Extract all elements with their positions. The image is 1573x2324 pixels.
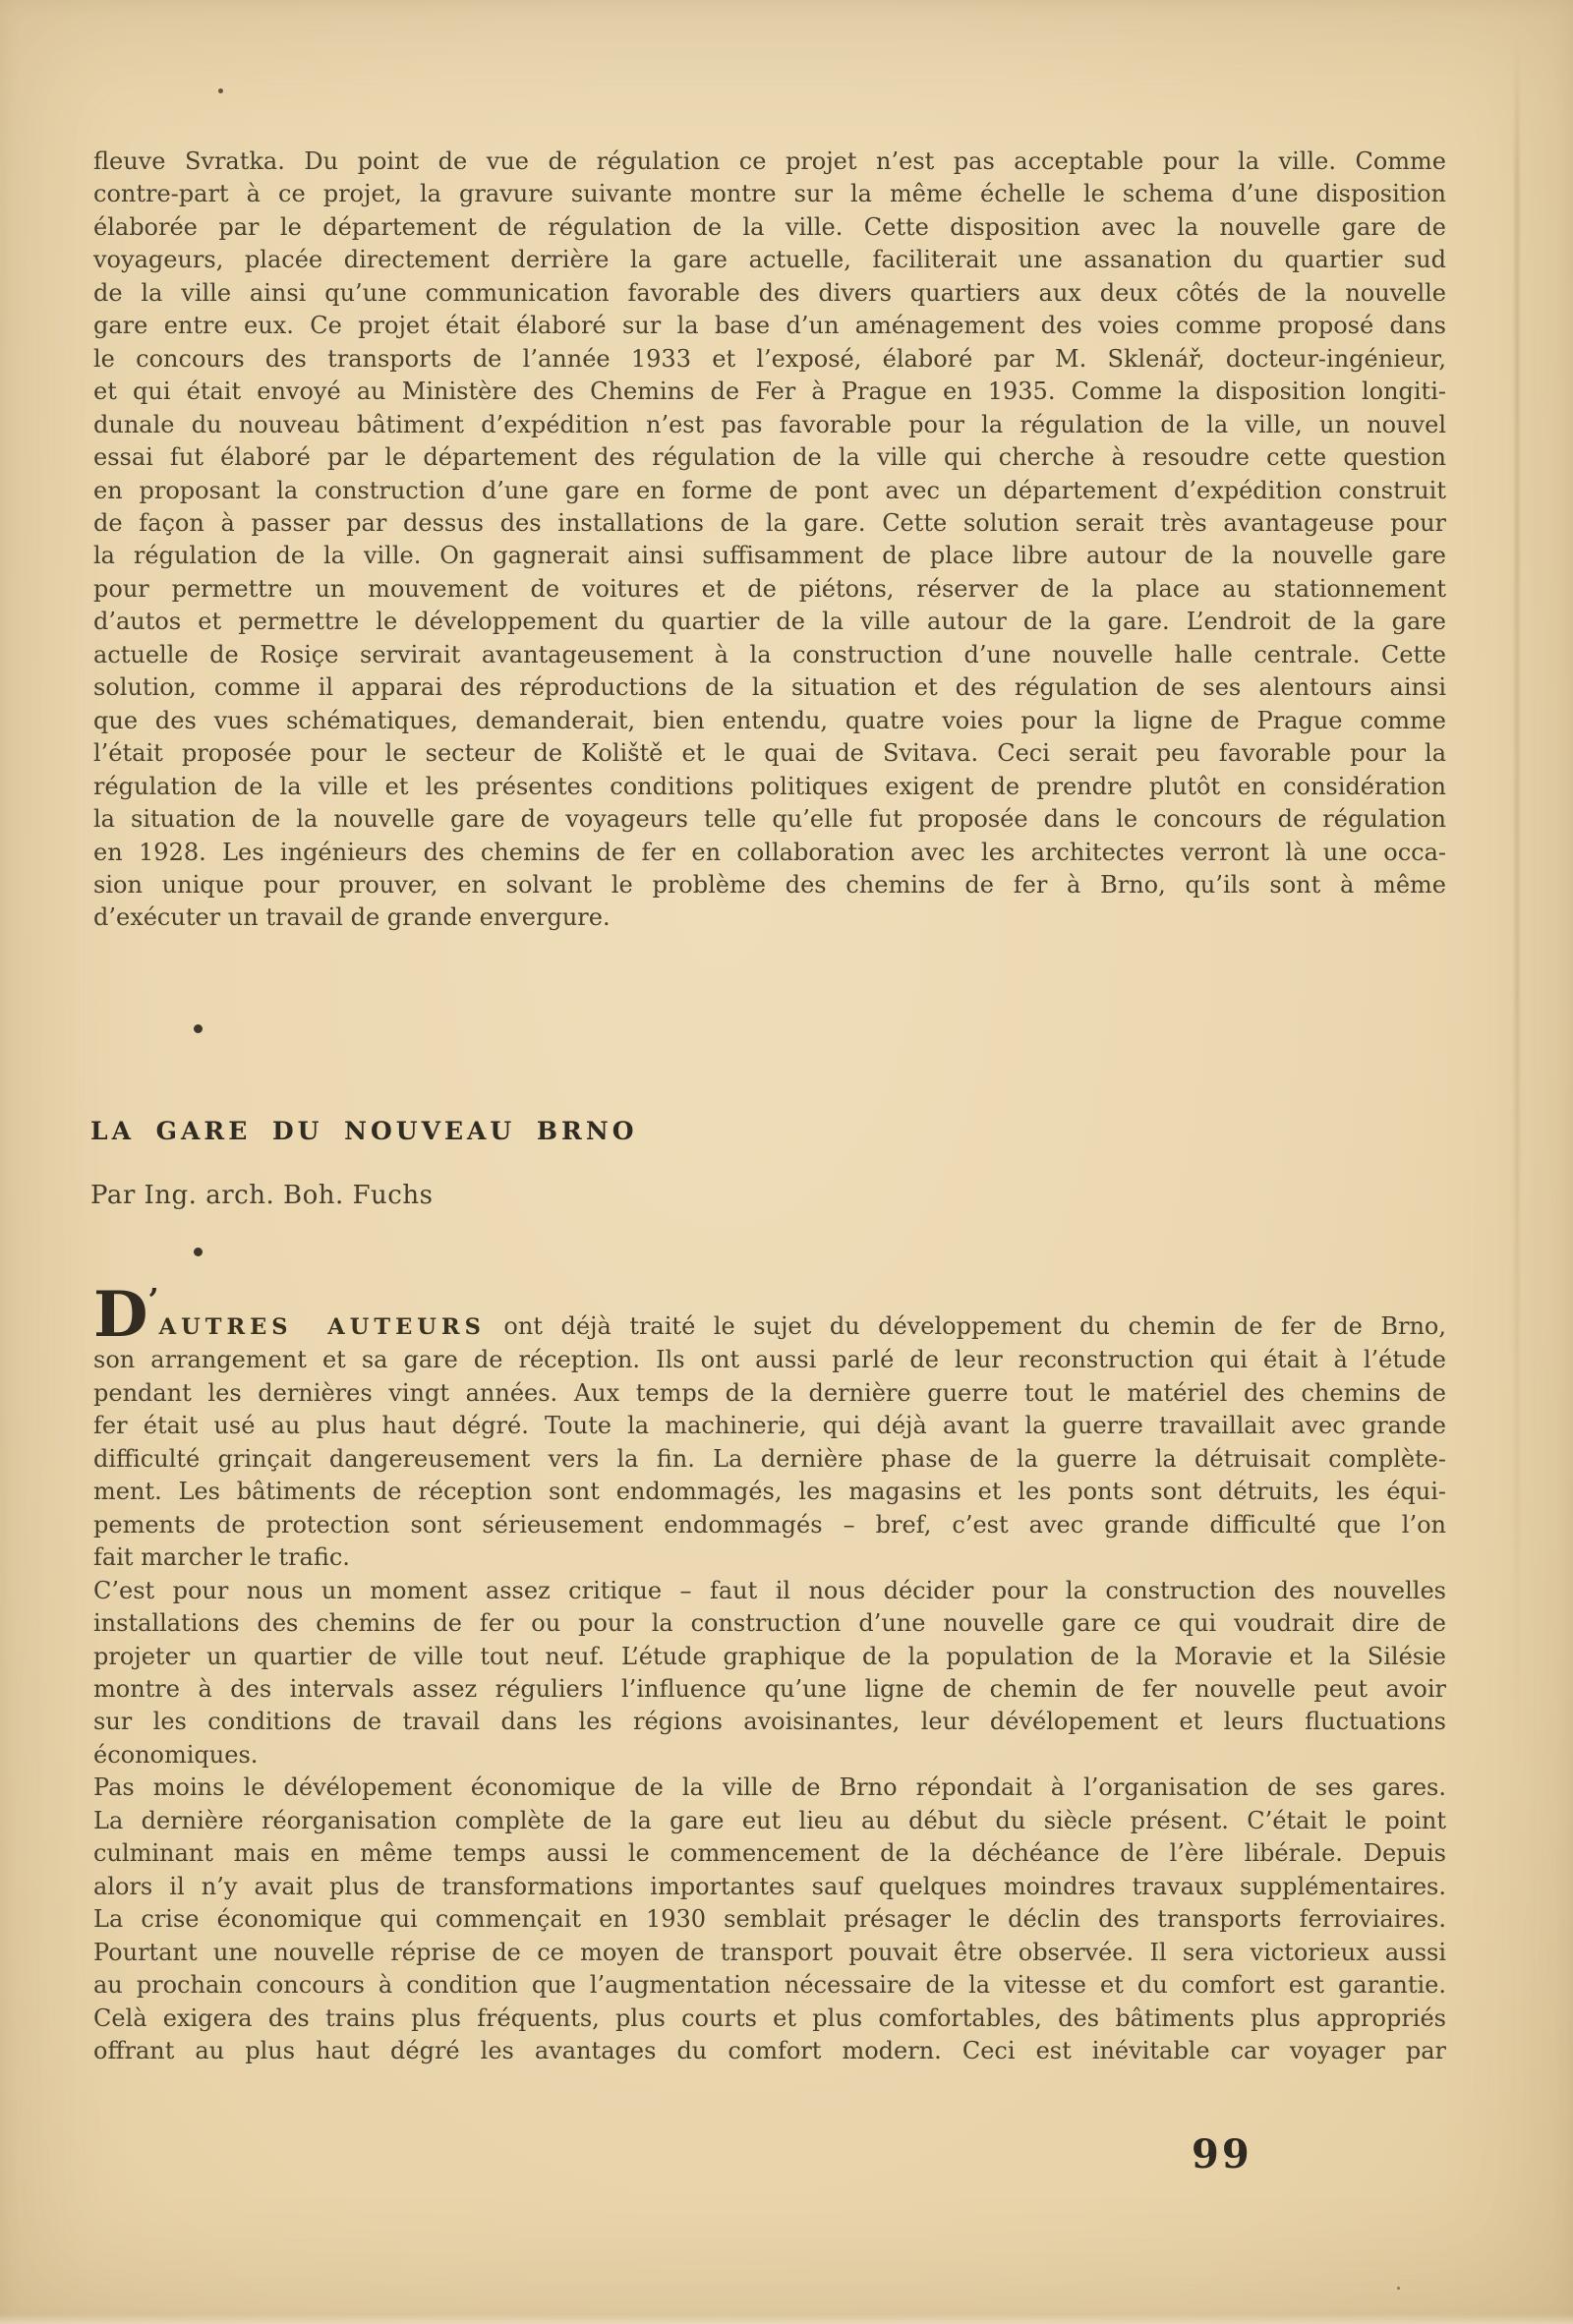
text-line: projeter un quartier de ville tout neuf. L’étude graphique de la population de la Moravie et la Silésie bbox=[93, 1642, 1446, 1670]
text-line: d’exécuter un travail de grande envergure. bbox=[93, 903, 611, 932]
text-line: son arrangement et sa gare de réception. Ils ont aussi parlé de leur reconstruction qui était à l’étude bbox=[93, 1346, 1446, 1374]
drop-cap: D bbox=[93, 1278, 148, 1352]
text-line: La dernière réorganisation complète de la gare eut lieu au début du siècle présent. C’était le point bbox=[93, 1806, 1446, 1834]
text-line: en 1928. Les ingénieurs des chemins de fer en collaboration avec les architectes verront là une occa- bbox=[93, 838, 1446, 866]
text-line: fleuve Svratka. Du point de vue de régulation ce projet n’est pas acceptable pour la ville. Comme bbox=[93, 147, 1446, 175]
text-line: essai fut élaboré par le département des régulation de la ville qui cherche à resoudre cette question bbox=[93, 443, 1446, 472]
text-line: pendant les dernières vingt années. Aux temps de la dernière guerre tout le matériel des chemins de bbox=[93, 1378, 1446, 1407]
text-line: régulation de la ville et les présentes conditions politiques exigent de prendre plutôt en considération bbox=[93, 772, 1446, 800]
text-line: le concours des transports de l’année 1933 et l’exposé, élaboré par M. Sklenář, docteur-ingénieur, bbox=[93, 344, 1446, 373]
text-line: pour permettre un mouvement de voitures et de piétons, réserver de la place au stationnement bbox=[93, 574, 1446, 603]
text-line: Pourtant une nouvelle réprise de ce moyen de transport pouvait être observée. Il sera victorieux aussi bbox=[93, 1938, 1446, 1966]
text-line: pements de protection sont sérieusement endommagés – bref, c’est avec grande difficulté que l’on bbox=[93, 1510, 1446, 1539]
text-line: voyageurs, placée directement derrière la gare actuelle, faciliterait une assanation du quartier sud bbox=[93, 246, 1446, 274]
text-line: d’autos et permettre le développement du quartier de la ville autour de la gare. L’endroit de la gare bbox=[93, 608, 1446, 636]
text-line: Pas moins le dévélopement économique de la ville de Brno répondait à l’organisation de ses gares. bbox=[93, 1773, 1446, 1802]
page-number: 99 bbox=[1192, 2131, 1253, 2178]
text-line: sur les conditions de travail dans les régions avoisinantes, leur dévélopement et leurs fluctuations bbox=[93, 1708, 1446, 1736]
text-line: dunale du nouveau bâtiment d’expédition n’est pas favorable pour la régulation de la ville, un nouvel bbox=[93, 410, 1446, 438]
lead-small-caps: AUTRES AUTEURS bbox=[158, 1314, 486, 1340]
text-line: Celà exigera des trains plus fréquents, plus courts et plus comfortables, des bâtiments plus appropriés bbox=[93, 2004, 1446, 2032]
text-line: la régulation de la ville. On gagnerait ainsi suffisamment de place libre autour de la nouvelle gare bbox=[93, 542, 1446, 570]
text-line: fait marcher le trafic. bbox=[93, 1543, 350, 1572]
text-line: élaborée par le département de régulation de la ville. Cette disposition avec la nouvelle gare de bbox=[93, 212, 1446, 241]
drop-cap-apostrophe: ’ bbox=[147, 1281, 159, 1318]
section-separator-dot bbox=[194, 1024, 203, 1033]
text-line: économiques. bbox=[93, 1740, 259, 1769]
section-separator-dot bbox=[194, 1248, 203, 1256]
text-line: que des vues schématiques, demanderait, bien entendu, quatre voies pour la ligne de Prague comme bbox=[93, 706, 1446, 734]
text-line: au prochain concours à condition que l’augmentation nécessaire de la vitesse et du comfort est garantie. bbox=[93, 1971, 1446, 2000]
text-line: en proposant la construction d’une gare en forme de pont avec un département d’expédition construit bbox=[93, 476, 1446, 504]
intro-article bbox=[93, 145, 1446, 935]
text-line: alors il n’y avait plus de transformations importantes sauf quelques moindres travaux supplémentaires. bbox=[93, 1872, 1446, 1900]
text-line: contre-part à ce projet, la gravure suivante montre sur la même échelle le schema d’une disposition bbox=[93, 180, 1446, 208]
text-line: l’était proposée pour le secteur de Koliště et le quai de Svitava. Ceci serait peu favorable pour la bbox=[93, 739, 1446, 768]
paper-speck bbox=[1397, 2287, 1400, 2290]
text-line: actuelle de Rosiçe servirait avantageusement à la construction d’une nouvelle halle centrale. Cette bbox=[93, 640, 1446, 668]
page-bottom-edge bbox=[0, 2314, 1573, 2324]
text-line: de la ville ainsi qu’une communication favorable des divers quartiers aux deux côtés de la nouvelle bbox=[93, 278, 1446, 307]
article-byline: Par Ing. arch. Boh. Fuchs bbox=[90, 1181, 434, 1210]
text-line: installations des chemins de fer ou pour la construction d’une nouvelle gare ce qui voudrait dire de bbox=[93, 1609, 1446, 1638]
text-line: solution, comme il apparai des réproductions de la situation et des régulation de ses alentours ainsi bbox=[93, 673, 1446, 702]
text-line: gare entre eux. Ce projet était élaboré sur la base d’un aménagement des voies comme proposé dans bbox=[93, 312, 1446, 340]
main-article bbox=[93, 1278, 1446, 2067]
text-line: difficulté grinçait dangereusement vers la fin. La dernière phase de la guerre la détruisait complète- bbox=[93, 1444, 1446, 1473]
article-title: LA GARE DU NOUVEAU BRNO bbox=[90, 1117, 638, 1145]
text-line: la situation de la nouvelle gare de voyageurs telle qu’elle fut proposée dans le concours de régulation bbox=[93, 805, 1446, 834]
text-line: La crise économique qui commençait en 1930 semblait présager le déclin des transports ferroviaires. bbox=[93, 1905, 1446, 1934]
text-line: culminant mais en même temps aussi le commencement de la déchéance de l’ère libérale. Depuis bbox=[93, 1839, 1446, 1868]
text-line: ment. Les bâtiments de réception sont endommagés, les magasins et les ponts sont détruits, les équi- bbox=[93, 1478, 1446, 1506]
text-line: et qui était envoyé au Ministère des Chemins de Fer à Prague en 1935. Comme la disposition longiti- bbox=[93, 378, 1446, 406]
text-line: sion unique pour prouver, en solvant le problème des chemins de fer à Brno, qu’ils sont à même bbox=[93, 870, 1446, 899]
text-line: C’est pour nous un moment assez critique – faut il nous décider pour la construction des nouvelles bbox=[93, 1576, 1446, 1604]
text-line: D’AUTRES AUTEURS ont déjà traité le sujet du développement du chemin de fer de Brno, bbox=[93, 1278, 1446, 1352]
text-line: de façon à passer par dessus des installations de la gare. Cette solution serait très avantageuse pour bbox=[93, 508, 1446, 537]
text-line: fer était usé au plus haut dégré. Toute la machinerie, qui déjà avant la guerre travaillait avec grande bbox=[93, 1412, 1446, 1440]
text-line: offrant au plus haut dégré les avantages du comfort modern. Ceci est inévitable car voyager par bbox=[93, 2036, 1446, 2064]
text-line: montre à des intervals assez réguliers l’influence qu’une ligne de chemin de fer nouvelle peut avoir bbox=[93, 1674, 1446, 1703]
page-crease bbox=[1515, 39, 1519, 1770]
paper-speck bbox=[218, 88, 223, 93]
